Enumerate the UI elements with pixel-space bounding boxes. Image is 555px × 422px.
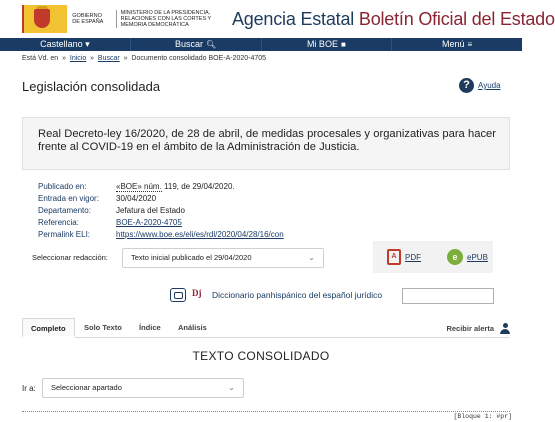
dictionary-link[interactable] (170, 288, 382, 302)
search-label: Buscar (175, 39, 204, 49)
site-title-prefix: Agencia Estatal (232, 9, 359, 29)
department-label: Departamento: (38, 206, 91, 215)
download-area (373, 241, 493, 273)
page-title: Legislación consolidada (22, 79, 161, 94)
in-force-label: Entrada en vigor: (38, 194, 99, 203)
nav-my-boe[interactable] (262, 38, 393, 51)
epub-download[interactable] (447, 249, 488, 265)
receive-alert[interactable] (446, 318, 510, 338)
breadcrumb-prefix: Está Vd. en (22, 55, 59, 62)
tab-indice[interactable]: Índice (139, 323, 161, 332)
tabs-bar (22, 318, 510, 338)
help-icon: ? (459, 78, 474, 93)
reference-label: Referencia: (38, 218, 79, 227)
published-value: 119, de 29/04/2020. (161, 182, 235, 191)
site-title-accent: Boletín Oficial del Estado (358, 9, 555, 29)
ministry-text: MINISTERIO DE LA PRESIDENCIA, RELACIONES CON LAS CORTES Y MEMORIA DEMOCRÁTICA (116, 10, 218, 28)
tab-completo[interactable]: Completo (22, 318, 75, 338)
site-header (0, 0, 555, 38)
pdf-label: PDF (405, 252, 421, 262)
dpej-logo-icon: Dj (192, 288, 202, 298)
menu-label: Menú (442, 39, 465, 49)
user-icon (500, 323, 510, 334)
document-metadata (38, 181, 284, 241)
help-link[interactable] (459, 78, 501, 93)
alert-label: Recibir alerta (446, 323, 494, 333)
eli-link[interactable]: https://www.boe.es/eli/es/rdl/2020/04/28/16/con (116, 230, 284, 239)
breadcrumb-buscar[interactable]: Buscar (97, 55, 120, 62)
goto-select[interactable] (42, 378, 244, 398)
goto-label: Ir a: (22, 384, 36, 393)
nav-menu[interactable] (392, 38, 522, 51)
epub-label: ePUB (467, 252, 488, 262)
epub-icon: e (447, 249, 463, 265)
goto-selected: Seleccionar apartado (51, 383, 122, 392)
tab-analisis[interactable]: Análisis (178, 323, 207, 332)
my-boe-label: Mi BOE (306, 39, 338, 49)
coat-of-arms-icon (22, 5, 67, 33)
divider (22, 411, 510, 412)
reference-link[interactable]: BOE-A-2020-4705 (116, 218, 182, 227)
block-label: [Bloque 1: #pr] (453, 413, 512, 420)
dictionary-label: Diccionario panhispánico del español jurídico (212, 290, 383, 300)
redaction-selected: Texto inicial publicado el 29/04/2020 (131, 253, 252, 262)
tab-solo-texto[interactable]: Solo Texto (84, 323, 122, 332)
chevron-down-icon: ⌄ (228, 383, 235, 392)
breadcrumb: Está Vd. en » Inicio » Buscar » Documento consolidado BOE-A-2020-4705 (22, 55, 267, 62)
search-icon: 🔍︎ (206, 40, 217, 49)
help-label: Ayuda (478, 81, 501, 90)
redaction-label: Seleccionar redacción: (32, 253, 108, 262)
chevron-down-icon: ⌄ (308, 253, 315, 262)
in-force-value: 30/04/2020 (116, 194, 157, 203)
breadcrumb-current: Documento consolidado BOE-A-2020-4705 (131, 55, 267, 62)
government-logo[interactable] (22, 3, 218, 35)
document-title: Real Decreto-ley 16/2020, de 28 de abril, de medidas procesales y organizativas para hacer frente al COVID-19 en el ámbito de la Administración de Justicia. (38, 128, 496, 153)
boe-abbr[interactable]: «BOE» núm. (116, 182, 162, 191)
pdf-icon: A (387, 249, 401, 265)
section-title: TEXTO CONSOLIDADO (192, 349, 330, 363)
user-icon: ■ (340, 40, 346, 49)
pdf-download[interactable] (387, 249, 421, 265)
language-label: Castellano ▾ (40, 39, 90, 49)
breadcrumb-inicio[interactable]: Inicio (69, 55, 87, 62)
site-title[interactable] (232, 9, 555, 30)
published-label: Publicado en: (38, 182, 87, 191)
nav-search[interactable] (131, 38, 262, 51)
eli-label: Permalink ELI: (38, 230, 91, 239)
language-selector[interactable] (0, 38, 131, 51)
redaction-select[interactable] (122, 248, 324, 268)
department-value: Jefatura del Estado (116, 206, 185, 215)
video-icon (170, 288, 186, 302)
main-nav (0, 38, 522, 51)
dictionary-search-input[interactable] (402, 288, 494, 304)
hamburger-icon: ≡ (467, 40, 473, 49)
government-text: GOBIERNO DE ESPAÑA (72, 13, 104, 25)
document-title-box (22, 117, 510, 170)
